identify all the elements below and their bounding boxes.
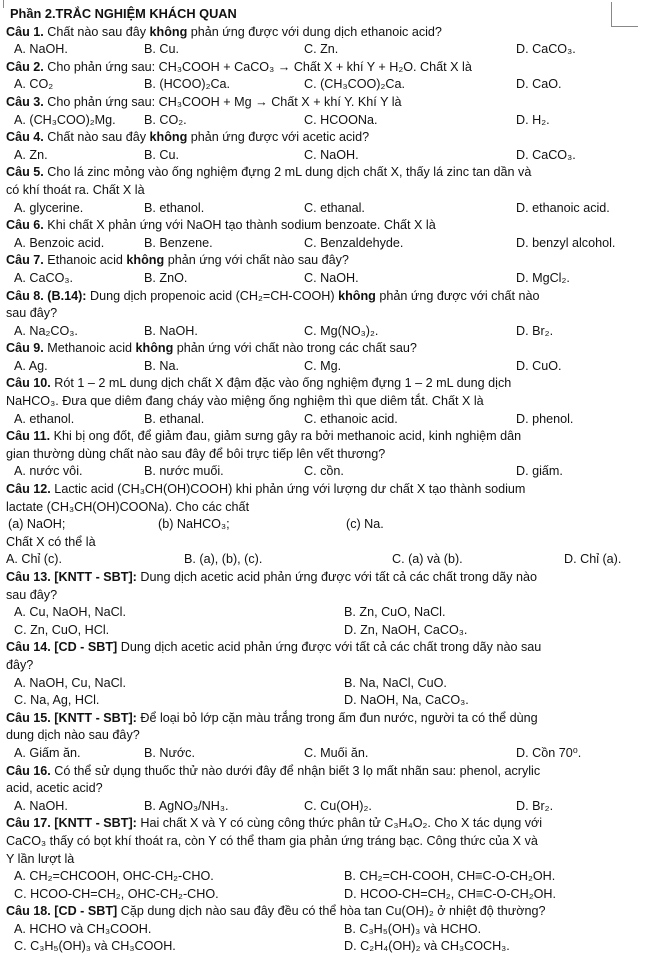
question-8-options [6,323,648,341]
question-12-prompt: Chất X có thể là [6,534,96,549]
option-c: C. HCOO-CH=CH₂, OHC-CH₂-CHO. [14,886,219,901]
option-a: A. nước vôi. [14,464,83,479]
option-d: D. C₂H₄(OH)₂ và CH₃COCH₃. [344,939,510,954]
question-10-options [6,411,648,429]
option-c: C. cồn. [304,464,344,479]
option-a: A. NaOH, Cu, NaCl. [14,675,126,690]
option-a: A. Zn. [14,147,48,162]
option-d: D. Br₂. [516,323,554,338]
option-d: D. NaOH, Na, CaCO₃. [344,693,469,708]
option-b: B. Na. [144,358,179,373]
question-17-options-row2 [6,886,648,904]
option-a: A. ethanol. [14,411,75,426]
option-a: A. NaOH. [14,42,68,57]
question-2-options [6,76,648,94]
question-1-options [6,41,648,59]
option-b: B. AgNO₃/NH₃. [144,798,229,813]
question-14-stem-cont: đây? [6,657,34,672]
option-d: D. MgCl₂. [516,270,570,285]
option-a: A. Ag. [14,358,48,373]
option-a: A. CH₂=CHCOOH, OHC-CH₂-CHO. [14,869,214,884]
option-c: C. C₃H₅(OH)₃ và CH₃COOH. [14,939,176,954]
option-b: B. Benzene. [144,235,213,250]
question-16-stem: Câu 16. Có thể sử dụng thuốc thử nào dưới đây để nhận biết 3 lọ mất nhãn sau: phenol, acrylic [6,763,541,778]
margin-rule [3,0,4,8]
question-13-stem: Câu 13. [KNTT - SBT]: Dung dịch acetic acid phản ứng được với tất cả các chất trong dãy nào [6,570,538,584]
question-4-options [6,147,648,165]
question-11-stem: Câu 11. Khi bị ong đốt, để giảm đau, giảm sưng gây ra bởi methanoic acid, kinh nghiệm dân [6,429,522,444]
option-c: C. HCOONa. [304,112,378,127]
option-b: B. nước muối. [144,464,224,479]
option-d: D. CaO. [516,77,562,92]
option-c: C. Zn. [304,42,339,57]
question-1-stem: Câu 1. Chất nào sau đây không phản ứng được với dung dịch ethanoic acid? [6,24,442,39]
option-b: B. Zn, CuO, NaCl. [344,605,446,620]
option-c: C. ethanal. [304,200,365,215]
option-d: D. Zn, NaOH, CaCO₃. [344,622,468,637]
option-d: D. Chỉ (a). [564,552,622,567]
question-17-stem: Câu 17. [KNTT - SBT]: Hai chất X và Y có cùng công thức phân tử C₃H₄O₂. Cho X tác dụng với [6,816,543,831]
option-a: A. CO₂ [14,77,54,92]
option-b: B. Na, NaCl, CuO. [344,675,447,690]
question-9-options [6,358,648,376]
question-6-stem: Câu 6. Khi chất X phản ứng với NaOH tạo thành sodium benzoate. Chất X là [6,218,436,233]
question-13-options-row2 [6,622,648,640]
question-8-stem: Câu 8. (B.14): Dung dịch propenoic acid (CH₂=CH-COOH) không phản ứng được với chất nào [6,288,540,303]
option-b: B. CH₂=CH-COOH, CH≡C-O-CH₂OH. [344,869,556,884]
option-a: A. Giấm ăn. [14,745,81,760]
question-13-stem-cont: sau đây? [6,587,58,602]
option-b: B. ZnO. [144,270,188,285]
question-10-stem: Câu 10. Rót 1 – 2 mL dung dịch chất X đậm đặc vào ống nghiệm đựng 1 – 2 mL dung dịch [6,376,512,391]
option-a: A. glycerine. [14,200,84,215]
option-d: D. CuO. [516,358,562,373]
option-a: A. NaOH. [14,798,68,813]
option-a: A. CaCO₃. [14,270,74,285]
option-a: A. Na₂CO₃. [14,323,78,338]
option-c: C. Mg. [304,358,342,373]
question-5-stem-cont: có khí thoát ra. Chất X là [6,182,145,197]
option-a: A. (CH₃COO)₂Mg. [14,112,116,127]
option-d: D. giấm. [516,464,563,479]
question-6-options [6,235,648,253]
question-15-options [6,745,648,763]
option-b: B. NaOH. [144,323,198,338]
option-b: B. Cu. [144,42,179,57]
question-15-stem-cont: dung dịch nào sau đây? [6,728,140,743]
question-14-stem: Câu 14. [CD - SBT] Dung dịch acetic acid phản ứng được với tất cả các chất trong dãy nào sau [6,640,542,655]
question-15-stem: Câu 15. [KNTT - SBT]: Để loại bỏ lớp cặn màu trắng trong ấm đun nước, người ta có thể dùng [6,710,538,725]
option-d: D. Cồn 70⁰. [516,745,582,760]
question-12-stem: Câu 12. Lactic acid (CH₃CH(OH)COOH) khi phản ứng với lượng dư chất X tạo thành sodium [6,482,526,497]
option-b: B. Cu. [144,147,179,162]
option-a: A. Chỉ (c). [6,552,62,567]
option-d: D. HCOO-CH=CH₂, CH≡C-O-CH₂OH. [344,886,556,901]
option-b: B. (a), (b), (c). [184,552,263,567]
question-10-stem-cont: NaHCO₃. Đưa que diêm đang cháy vào miệng ống nghiệm thì que diêm tắt. Chất X là [6,394,484,409]
option-c: C. Muối ăn. [304,745,369,760]
question-8-stem-cont: sau đây? [6,306,58,321]
option-b: B. Nước. [144,745,195,760]
question-11-stem-cont: gian thường dùng chất nào sau đây để bôi trực tiếp lên vết thương? [6,446,386,461]
option-d: D. H₂. [516,112,550,127]
section-heading: Phần 2.TRẮC NGHIỆM KHÁCH QUAN [10,6,237,21]
question-4-stem: Câu 4. Chất nào sau đây không phản ứng được với acetic acid? [6,130,370,145]
question-17-stem-cont: CaCO₃ thấy có bọt khí thoát ra, còn Y có thể tham gia phản ứng tráng bạc. Công thức của X và [6,833,538,848]
option-b: B. (HCOO)₂Ca. [144,77,231,92]
question-7-options [6,270,648,288]
option-c: C. (CH₃COO)₂Ca. [304,77,405,92]
question-9-stem: Câu 9. Methanoic acid không phản ứng với chất nào trong các chất sau? [6,341,417,356]
option-c: C. (a) và (b). [392,552,463,567]
substance-b: (b) NaHCO₃; [158,517,230,532]
question-18-options-row2 [6,938,648,956]
question-17-stem-cont2: Y lần lượt là [6,851,75,866]
question-7-stem: Câu 7. Ethanoic acid không phản ứng với chất nào sau đây? [6,253,349,268]
question-12-substances [6,516,648,534]
question-5-stem: Câu 5. Cho lá zinc mỏng vào ống nghiệm đựng 2 mL dung dịch chất X, thấy lá zinc tan dần và [6,165,532,180]
option-a: A. Cu, NaOH, NaCl. [14,605,126,620]
option-c: C. Cu(OH)₂. [304,798,372,813]
question-11-options [6,463,648,481]
option-c: C. Na, Ag, HCl. [14,693,100,708]
question-3-options [6,112,648,130]
question-14-options-row1 [6,675,648,693]
question-12-stem-cont: lactate (CH₃CH(OH)COONa). Cho các chất [6,499,250,514]
question-12-options [6,551,648,569]
question-14-options-row2 [6,692,648,710]
option-c: C. ethanoic acid. [304,411,398,426]
question-16-options [6,798,648,816]
corner-crop-mark [611,2,638,27]
option-d: D. Br₂. [516,798,554,813]
substance-c: (c) Na. [346,517,384,532]
question-13-options-row1 [6,604,648,622]
question-18-stem: Câu 18. [CD - SBT] Cặp dung dịch nào sau đây đều có thể hòa tan Cu(OH)₂ ở nhiệt độ thường? [6,904,546,919]
question-17-options-row1 [6,868,648,886]
question-3-stem: Câu 3. Cho phản ứng sau: CH₃COOH + Mg → Chất X + khí Y. Khí Y là [6,94,402,109]
option-c: C. NaOH. [304,270,359,285]
option-d: D. CaCO₃. [516,147,576,162]
option-b: B. ethanol. [144,200,205,215]
option-b: B. CO₂. [144,112,187,127]
option-a: A. Benzoic acid. [14,235,105,250]
option-a: A. HCHO và CH₃COOH. [14,921,152,936]
substance-a: (a) NaOH; [8,517,66,532]
option-c: C. NaOH. [304,147,359,162]
option-d: D. ethanoic acid. [516,200,610,215]
option-b: B. ethanal. [144,411,205,426]
question-18-options-row1 [6,921,648,939]
option-c: C. Mg(NO₃)₂. [304,323,379,338]
question-16-stem-cont: acid, acetic acid? [6,781,103,796]
question-5-options [6,200,648,218]
option-c: C. Benzaldehyde. [304,235,404,250]
option-b: B. C₃H₅(OH)₃ và HCHO. [344,921,482,936]
question-2-stem: Câu 2. Cho phản ứng sau: CH₃COOH + CaCO₃ → Chất X + khí Y + H₂O. Chất X là [6,59,472,74]
option-d: D. benzyl alcohol. [516,235,616,250]
option-d: D. phenol. [516,411,574,426]
option-c: C. Zn, CuO, HCl. [14,622,110,637]
option-d: D. CaCO₃. [516,42,576,57]
